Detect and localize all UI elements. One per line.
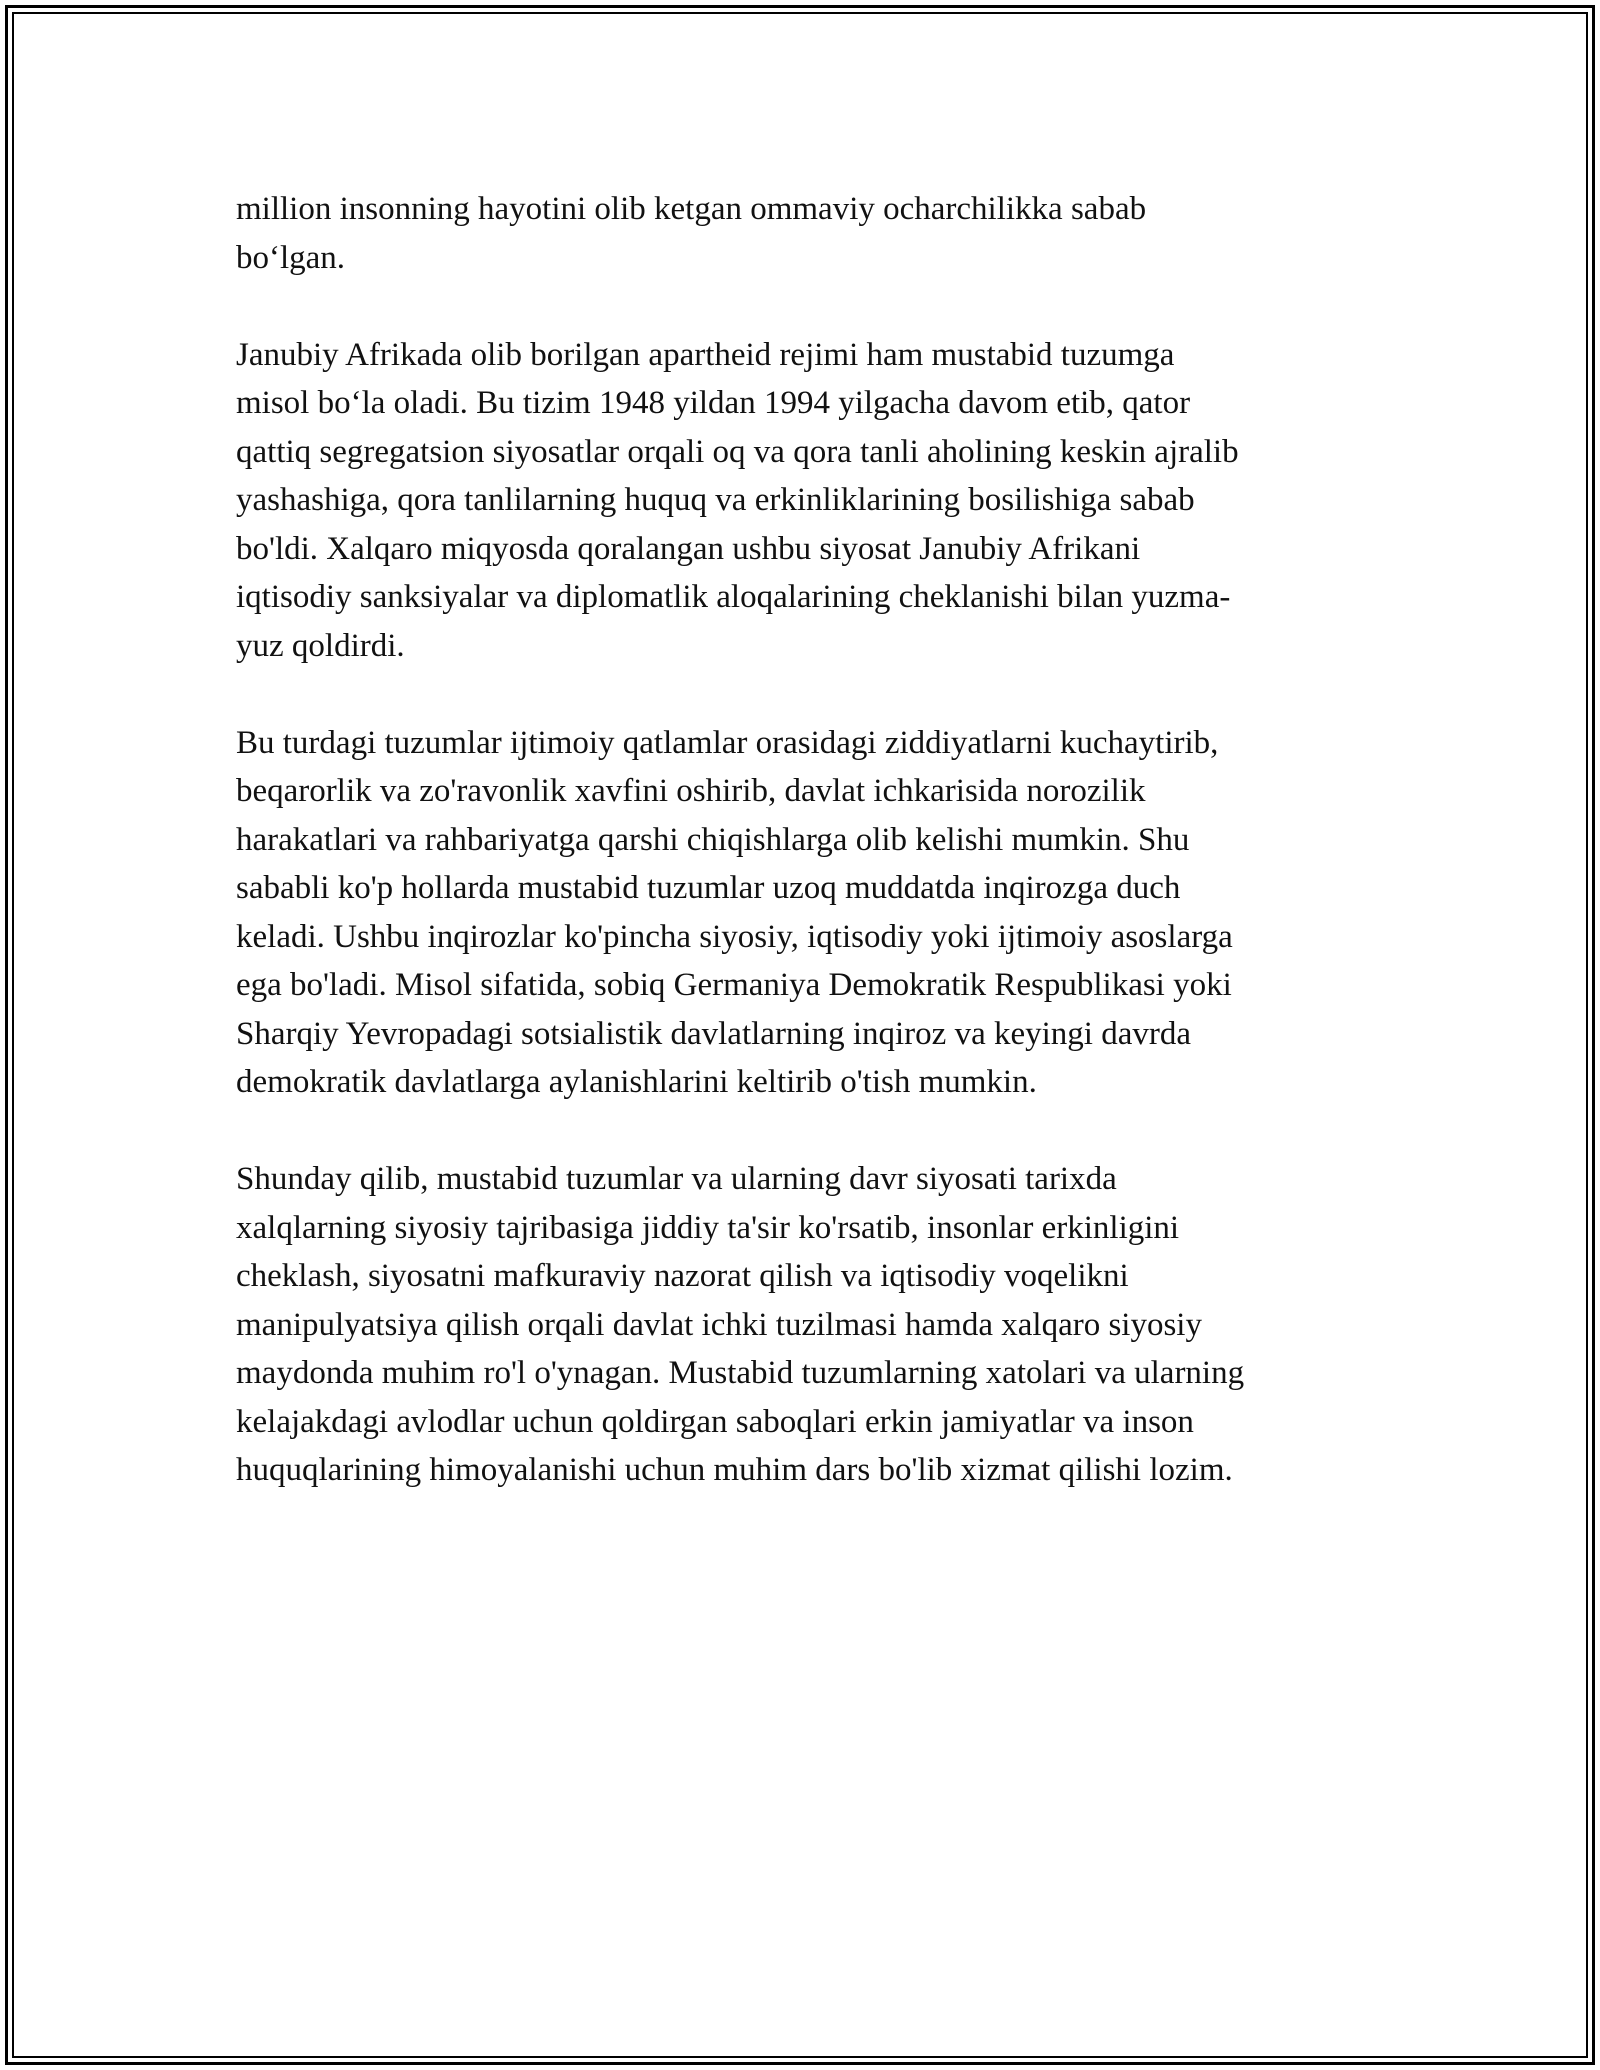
text-line: manipulyatsiya qilish orqali davlat ichki tuzilmasi hamda xalqaro siyosiy [236, 1306, 1202, 1343]
text-line: Shunday qilib, mustabid tuzumlar va ularning davr siyosati tarixda [236, 1161, 1117, 1197]
paragraph-3 [236, 719, 1376, 1107]
text-line: xalqlarning siyosiy tajribasiga jiddiy ta'sir ko'rsatib, insonlar erkinligini [236, 1209, 1180, 1246]
text-line: harakatlari va rahbariyatga qarshi chiqishlarga olib kelishi mumkin. Shu [236, 821, 1190, 858]
text-line: yuz qoldirdi. [236, 627, 405, 664]
text-line: misol bo‘la oladi. Bu tizim 1948 yildan 1994 yilgacha davom etib, qator [236, 385, 1191, 421]
text-line: bo'ldi. Xalqaro miqyosda qoralangan ushbu siyosat Janubiy Afrikani [236, 530, 1141, 567]
text-line: Sharqiy Yevropadagi sotsialistik davlatlarning inqiroz va keyingi davrda [236, 1015, 1191, 1052]
text-line: Bu turdagi tuzumlar ijtimoiy qatlamlar orasidagi ziddiyatlarni kuchaytirib, [236, 724, 1219, 761]
text-line: cheklash, siyosatni mafkuraviy nazorat qilish va iqtisodiy voqelikni [236, 1258, 1129, 1294]
text-line: million insonning hayotini olib ketgan ommaviy ocharchilikka sabab [236, 191, 1147, 227]
text-line: Janubiy Afrikada olib borilgan apartheid rejimi ham mustabid tuzumga [236, 336, 1175, 373]
text-line: ega bo'ladi. Misol sifatida, sobiq Germaniya Demokratik Respublikasi yoki [236, 967, 1232, 1003]
text-line: beqarorlik va zo'ravonlik xavfini oshirib, davlat ichkarisida norozilik [236, 773, 1146, 809]
text-line: iqtisodiy sanksiyalar va diplomatlik aloqalarining cheklanishi bilan yuzma- [236, 579, 1231, 615]
text-line: yashashiga, qora tanlilarning huquq va erkinliklarining bosilishiga sabab [236, 482, 1195, 518]
paragraph-4 [236, 1155, 1376, 1495]
text-line: demokratik davlatlarga aylanishlarini keltirib o'tish mumkin. [236, 1064, 1037, 1100]
text-line: keladi. Ushbu inqirozlar ko'pincha siyosiy, iqtisodiy yoki ijtimoiy asoslarga [236, 918, 1233, 955]
paragraph-1 [236, 185, 1376, 282]
text-line: maydonda muhim ro'l o'ynagan. Mustabid tuzumlarning xatolari va ularning [236, 1355, 1245, 1391]
document-body [236, 185, 1376, 1543]
text-line: bo‘lgan. [236, 239, 346, 276]
text-line: kelajakdagi avlodlar uchun qoldirgan saboqlari erkin jamiyatlar va inson [236, 1403, 1194, 1440]
text-line: sababli ko'p hollarda mustabid tuzumlar uzoq muddatda inqirozga duch [236, 870, 1181, 906]
text-line: qattiq segregatsion siyosatlar orqali oq va qora tanli aholining keskin ajralib [236, 433, 1239, 470]
paragraph-2 [236, 331, 1376, 671]
text-line: huquqlarining himoyalanishi uchun muhim dars bo'lib xizmat qilishi lozim. [236, 1452, 1233, 1488]
